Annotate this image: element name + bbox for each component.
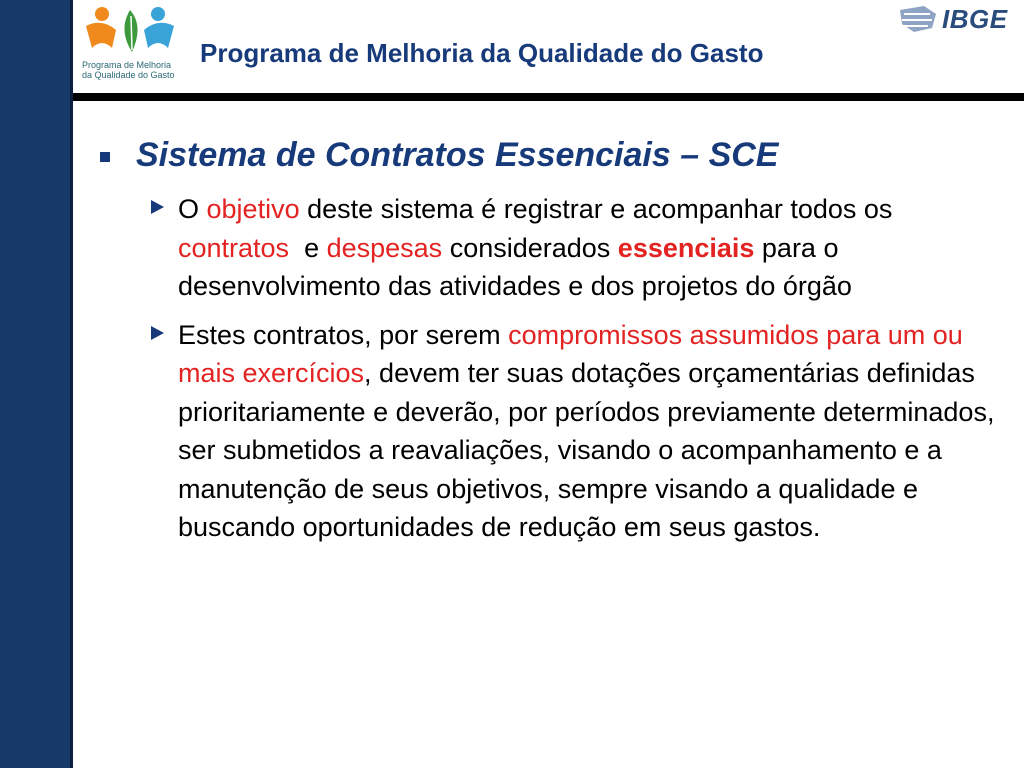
ibge-wordmark: IBGE [942,4,1008,34]
ibge-logo [896,4,1020,34]
slide-content [96,136,1006,547]
square-bullet-icon [100,152,110,162]
brazil-map-icon [896,4,940,34]
text-span: , devem ter suas dotações orçamentárias definidas prioritariamente e deverão, por períodos previamente determinados, ser submetidos a reavaliações, visando o acompanhamento e a manutenção de seus objetivos, sempre visando a qualidade e buscando oportunidades de redução em seus gastos. [178,358,995,542]
section-heading: Sistema de Contratos Essenciais – SCE [136,136,779,174]
text-span: Estes contratos, por serem [178,319,509,350]
text-span: O [178,194,207,224]
people-leaf-icon [78,4,188,60]
left-sidebar-bar [0,0,73,768]
bullet-text [178,316,1006,547]
highlight-contratos: contratos [178,232,290,263]
highlight-objetivo: objetivo [206,194,300,224]
logo-caption [78,60,192,80]
text-span: e [289,232,327,263]
highlight-despesas: despesas [326,232,443,263]
list-item [151,190,1006,306]
text-span: para o desenvolvimento das atividades e dos projetos do órgão [178,232,852,301]
bullet-text [178,190,1006,306]
logo-caption-line2: da Qualidade do Gasto [82,70,175,80]
page-title: Programa de Melhoria da Qualidade do Gasto [200,38,764,68]
highlight-essenciais: essenciais [617,232,755,263]
program-logo [78,4,188,90]
triangle-bullet-icon [151,326,164,340]
list-item [151,316,1006,547]
logo-caption-line1: Programa de Melhoria [82,60,172,70]
highlight-compromissos: compromissos assumidos para um ou mais exercícios [178,319,963,388]
text-span: considerados [442,232,618,263]
triangle-bullet-icon [151,200,164,214]
text-span: deste sistema é registrar e acompanhar todos os [299,194,893,224]
section-heading-row [96,136,1006,180]
header-divider [73,93,1024,101]
